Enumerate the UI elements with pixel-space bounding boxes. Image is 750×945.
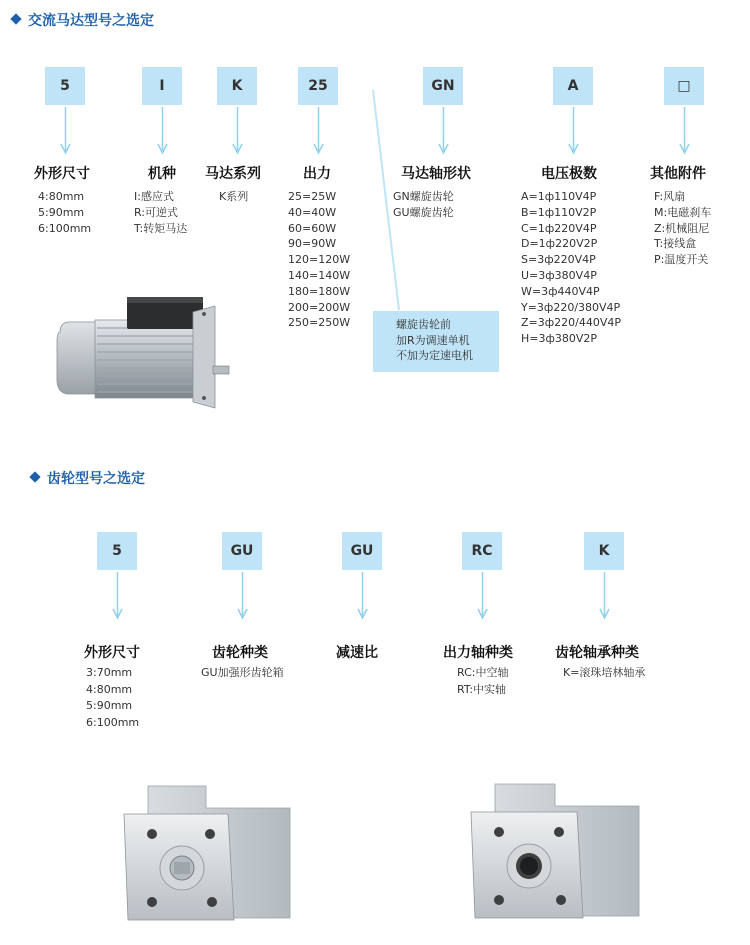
column-title-type: 机种 <box>148 166 176 182</box>
arrow-down-icon <box>232 107 243 155</box>
list-item: 40=40W <box>288 205 337 219</box>
arrow-down-icon <box>599 572 610 620</box>
list-item: Z:机械阻尼 <box>654 221 710 235</box>
code-box-size: 5 <box>97 532 137 570</box>
diamond-bullet-icon <box>10 13 21 24</box>
list-item: GU螺旋齿轮 <box>393 205 454 219</box>
ac-motor-image <box>55 292 230 412</box>
list-item: K=滚珠培林轴承 <box>563 666 646 679</box>
list-item: RC:中空轴 <box>457 666 509 679</box>
column-title-gear-type: 齿轮种类 <box>212 645 268 661</box>
list-item: 200=200W <box>288 300 351 314</box>
gear-type-list <box>201 665 284 681</box>
list-item: K系列 <box>219 190 249 203</box>
series-list <box>219 189 248 205</box>
arrow-down-icon <box>237 572 248 620</box>
list-item: Z=3ф220/440V4P <box>521 316 622 330</box>
list-item: 140=140W <box>288 268 351 282</box>
arrow-down-icon <box>679 107 690 155</box>
column-title-power: 出力 <box>303 166 331 182</box>
column-title-size: 外形尺寸 <box>34 166 90 182</box>
arrow-down-icon <box>157 107 168 155</box>
list-item: 180=180W <box>288 284 351 298</box>
arrow-down-icon <box>313 107 324 155</box>
list-item: A=1ф110V4P <box>521 190 597 203</box>
list-item: M:电磁刹车 <box>654 205 712 219</box>
list-item: T:转矩马达 <box>134 221 188 235</box>
list-item: 120=120W <box>288 253 351 267</box>
type-list <box>134 189 187 236</box>
list-item: 250=250W <box>288 316 351 330</box>
list-item: C=1ф220V4P <box>521 221 597 235</box>
note-line: 螺旋齿轮前 <box>396 318 451 331</box>
list-item: I:感应式 <box>134 190 174 203</box>
column-title-shaft: 马达轴形状 <box>401 166 471 182</box>
note-line: 加R为调速单机 <box>396 333 470 347</box>
accessory-list <box>654 189 711 268</box>
output-shaft-list <box>457 665 508 698</box>
code-box-shaft: GN <box>423 67 463 105</box>
code-box-bearing: K <box>584 532 624 570</box>
list-item: GU加强形齿轮箱 <box>201 666 284 679</box>
column-title-output-shaft: 出力轴种类 <box>443 645 513 661</box>
arrow-down-icon <box>60 107 71 155</box>
column-title-bearing: 齿轮轴承种类 <box>555 645 639 661</box>
list-item: D=1ф220V2P <box>521 237 598 251</box>
list-item: 4:80mm <box>86 682 133 696</box>
column-title-series: 马达系列 <box>205 166 261 182</box>
arrow-down-icon <box>438 107 449 155</box>
list-item: 5:90mm <box>86 699 133 712</box>
voltage-list <box>521 189 621 347</box>
code-box-size: 5 <box>45 67 85 105</box>
code-box-ratio: GU <box>342 532 382 570</box>
list-item: 60=60W <box>288 221 337 235</box>
list-item: 90=90W <box>288 237 337 251</box>
code-box-series: K <box>217 67 257 105</box>
list-item: GN螺旋齿轮 <box>393 190 454 203</box>
gear-size-list <box>86 665 139 731</box>
code-box-accessory: □ <box>664 67 704 105</box>
list-item: P:温度开关 <box>654 253 709 267</box>
code-box-power: 25 <box>298 67 338 105</box>
list-item: 5:90mm <box>38 205 85 219</box>
note-box <box>373 311 499 372</box>
list-item: 6:100mm <box>38 221 92 235</box>
list-item: 3:70mm <box>86 666 133 679</box>
arrow-down-icon <box>477 572 488 620</box>
code-box-voltage: A <box>553 67 593 105</box>
list-item: B=1ф110V2P <box>521 205 597 219</box>
list-item: RT:中实轴 <box>457 682 507 696</box>
gearbox-image-hollow-shaft <box>463 776 643 926</box>
list-item: 4:80mm <box>38 190 85 203</box>
arrow-down-icon <box>568 107 579 155</box>
list-item: F:风扇 <box>654 190 686 203</box>
list-item: T:接线盒 <box>654 237 697 251</box>
note-line: 不加为定速电机 <box>396 349 473 362</box>
size-list <box>38 189 91 236</box>
list-item: 25=25W <box>288 190 337 203</box>
arrow-down-icon <box>112 572 123 620</box>
list-item: W=3ф440V4P <box>521 284 600 298</box>
code-box-output-shaft: RC <box>462 532 502 570</box>
section1-title: 交流马达型号之选定 <box>12 10 154 30</box>
column-title-accessory: 其他附件 <box>650 166 706 182</box>
gearbox-image-solid-shaft <box>118 778 293 928</box>
shaft-list <box>393 189 454 221</box>
column-title-size: 外形尺寸 <box>84 645 140 661</box>
list-item: H=3ф380V2P <box>521 332 598 346</box>
column-title-ratio: 减速比 <box>336 645 378 661</box>
list-item: R:可逆式 <box>134 205 179 219</box>
column-title-voltage: 电压极数 <box>541 166 597 182</box>
diamond-bullet-icon <box>29 471 40 482</box>
list-item: U=3ф380V4P <box>521 268 597 282</box>
section2-title: 齿轮型号之选定 <box>31 468 145 488</box>
arrow-down-icon <box>357 572 368 620</box>
list-item: Y=3ф220/380V4P <box>521 300 621 314</box>
bearing-list <box>563 665 645 681</box>
code-box-type: I <box>142 67 182 105</box>
list-item: 6:100mm <box>86 715 140 729</box>
power-list <box>288 189 350 331</box>
code-box-gear-type: GU <box>222 532 262 570</box>
list-item: S=3ф220V4P <box>521 253 596 267</box>
